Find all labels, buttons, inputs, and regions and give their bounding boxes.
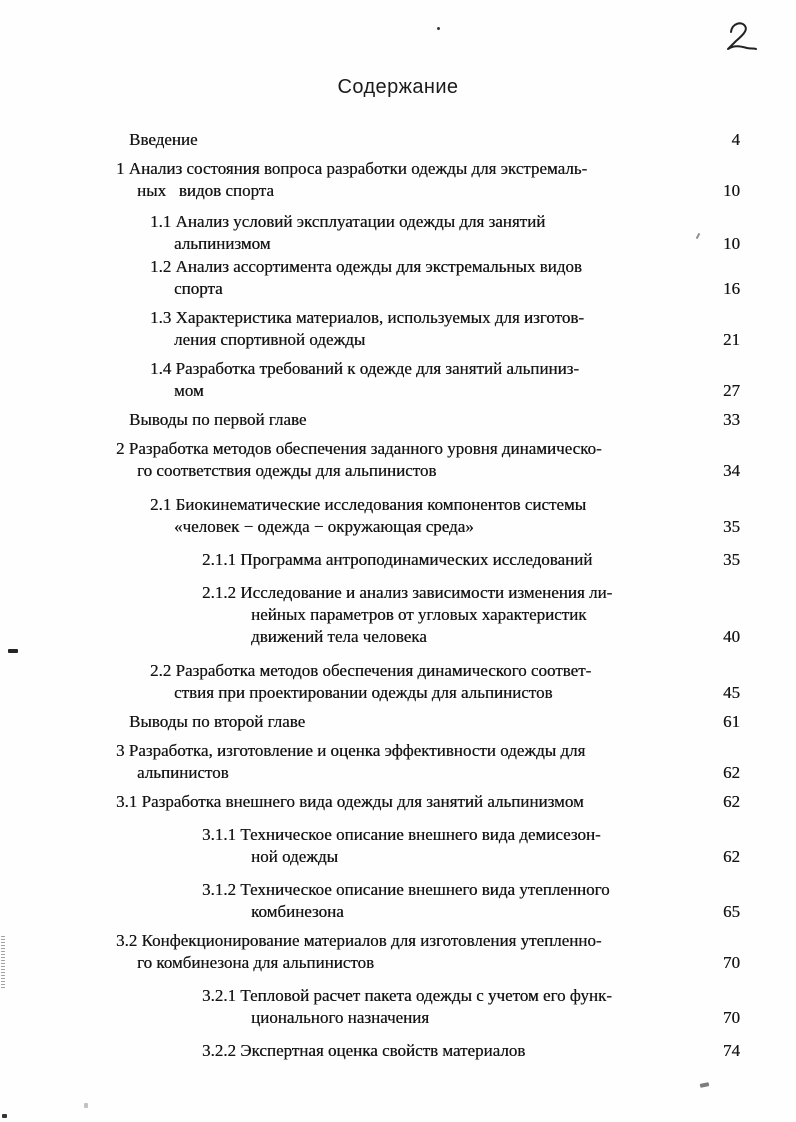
toc-entry-page-number: 62 (723, 847, 740, 866)
toc-entry (0, 307, 740, 351)
toc-entry-line: нейных параметров от угловых характеристик (251, 605, 587, 624)
toc-entry-page-number: 61 (723, 712, 740, 731)
toc-entry (0, 930, 740, 974)
scan-artifact-dot (437, 27, 440, 30)
toc-entry-line: 1.3 Характеристика материалов, используемых для изготов- (150, 308, 584, 327)
toc-entry (0, 158, 740, 202)
scan-artifact-speck (2, 1114, 7, 1118)
toc-entry-line: «человек − одежда − окружающая среда» (174, 517, 474, 536)
toc-entry-line: 3.1.1 Техническое описание внешнего вида демисезон- (202, 825, 601, 844)
toc-entry-line: 1.2 Анализ ассортимента одежды для экстремальных видов (150, 257, 582, 276)
toc-entry (0, 740, 740, 784)
toc-entry-line: 3 Разработка, изготовление и оценка эффективности одежды для (116, 741, 586, 760)
toc-entry-line: 3.1.2 Техническое описание внешнего вида утепленного (202, 880, 610, 899)
scan-artifact-dash (8, 649, 18, 653)
toc-entry-page-number: 35 (723, 517, 740, 536)
toc-entry-page-number: 74 (723, 1041, 740, 1060)
toc-entry-text (0, 740, 694, 784)
toc-entry-text (0, 549, 694, 571)
toc-entry-line: движений тела человека (251, 627, 427, 646)
toc-entry-page-number: 16 (723, 279, 740, 298)
toc-entry-line: альпинистов (137, 763, 229, 782)
toc-entry (0, 791, 740, 813)
toc-entry-text (0, 824, 694, 868)
toc-entry (0, 879, 740, 923)
toc-entry-text (0, 582, 694, 648)
toc-entry (0, 711, 740, 733)
toc-entry-page-number: 21 (723, 330, 740, 349)
toc-entry-text (0, 791, 694, 813)
toc-entry-text (0, 307, 694, 351)
toc-entry-text (0, 660, 694, 704)
toc-entry-line: спорта (174, 279, 223, 298)
toc-entry-line: комбинезона (251, 902, 344, 921)
toc-entry-line: альпинизмом (174, 234, 271, 253)
toc-entry-line: го соответствия одежды для альпинистов (137, 461, 437, 480)
toc-entry (0, 211, 740, 255)
page-title: Содержание (337, 76, 459, 98)
toc-entry-page-number: 10 (723, 234, 740, 253)
toc-entry-page-number: 45 (723, 683, 740, 702)
toc-entry-line: 3.2 Конфекционирование материалов для изготовления утепленно- (116, 931, 602, 950)
toc-entry (0, 1040, 740, 1062)
toc-entry-page-number: 4 (731, 130, 740, 149)
toc-entry-line: 1 Анализ состояния вопроса разработки одежды для экстремаль- (116, 159, 588, 178)
toc-entry-page-number: 10 (723, 181, 740, 200)
toc-entry-line: 1.4 Разработка требований к одежде для занятий альпиниз- (150, 359, 579, 378)
toc-entry (0, 256, 740, 300)
toc-entry-line: 2.1.2 Исследование и анализ зависимости изменения ли- (202, 583, 613, 602)
toc-entry-text (0, 211, 694, 255)
toc-entry-text (0, 1040, 694, 1062)
toc-entry-text (0, 985, 694, 1029)
toc-entry-text (0, 438, 694, 482)
toc-entry-text (0, 158, 694, 202)
toc-entry-line: ных видов спорта (137, 181, 274, 200)
toc-entry (0, 985, 740, 1029)
scan-artifact-speck (700, 1082, 710, 1088)
toc-entry-text (0, 494, 694, 538)
toc-entry-line: 3.2.1 Тепловой расчет пакета одежды с учетом его функ- (202, 986, 612, 1005)
toc-entry-page-number: 70 (723, 953, 740, 972)
toc-entry (0, 129, 740, 151)
toc-entry-text (0, 129, 694, 151)
toc-entry-line: ствия при проектировании одежды для альпинистов (174, 683, 553, 702)
handwritten-2-glyph (722, 18, 762, 60)
toc-entry-page-number: 62 (723, 792, 740, 811)
scan-artifact-smudge (1, 936, 5, 988)
handwritten-page-number (722, 18, 762, 60)
toc-entry-line: ной одежды (251, 847, 338, 866)
toc-entry-line: 3.1 Разработка внешнего вида одежды для занятий альпинизмом (116, 792, 584, 811)
toc-entry-line: Выводы по первой главе (129, 410, 307, 429)
toc-entry-page-number: 35 (723, 550, 740, 569)
toc-entry-line: ления спортивной одежды (174, 330, 366, 349)
toc-entry-line: ционального назначения (251, 1008, 430, 1027)
toc-entry-line: 3.2.2 Экспертная оценка свойств материалов (202, 1041, 526, 1060)
toc-entry-line: 2 Разработка методов обеспечения заданного уровня динамическо- (116, 439, 602, 458)
toc-entry (0, 660, 740, 704)
toc-entry-text (0, 930, 694, 974)
table-of-contents (0, 129, 796, 1062)
toc-entry (0, 358, 740, 402)
toc-entry-page-number: 70 (723, 1008, 740, 1027)
toc-entry-page-number: 65 (723, 902, 740, 921)
toc-entry-text (0, 409, 694, 431)
toc-entry-line: 2.2 Разработка методов обеспечения динамического соответ- (150, 661, 592, 680)
toc-entry-text (0, 711, 694, 733)
toc-entry (0, 582, 740, 648)
toc-entry-text (0, 358, 694, 402)
toc-entry (0, 494, 740, 538)
toc-entry-page-number: 34 (723, 461, 740, 480)
toc-entry-line: мом (174, 381, 204, 400)
toc-entry-text (0, 256, 694, 300)
toc-entry-line: 1.1 Анализ условий эксплуатации одежды для занятий (150, 212, 546, 231)
toc-entry-line: Выводы по второй главе (129, 712, 306, 731)
toc-entry-line: 2.1.1 Программа антроподинамических исследований (202, 550, 593, 569)
toc-entry-line: 2.1 Биокинематические исследования компонентов системы (150, 495, 587, 514)
toc-entry-line: Введение (129, 130, 198, 149)
toc-entry (0, 824, 740, 868)
scan-artifact-speck (84, 1103, 88, 1108)
toc-entry-line: го комбинезона для альпинистов (137, 953, 375, 972)
toc-entry (0, 438, 740, 482)
toc-entry (0, 549, 740, 571)
toc-entry-page-number: 62 (723, 763, 740, 782)
toc-entry (0, 409, 740, 431)
toc-entry-page-number: 33 (723, 410, 740, 429)
toc-entry-page-number: 27 (723, 381, 740, 400)
toc-entry-page-number: 40 (723, 627, 740, 646)
toc-entry-text (0, 879, 694, 923)
